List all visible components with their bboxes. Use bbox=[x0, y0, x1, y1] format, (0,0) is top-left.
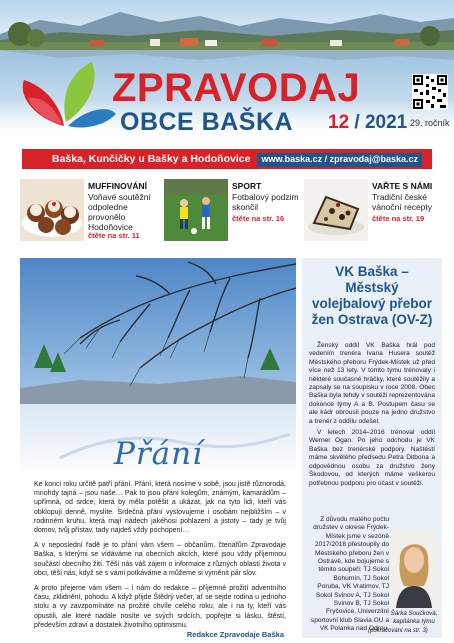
teaser-page-ref[interactable]: čtěte na str. 16 bbox=[232, 214, 285, 223]
article-title: Přání bbox=[114, 436, 204, 472]
article-paragraph: Ke konci roku určitě patří přání. Přání, která nosíme v sobě, jsou jistě různorodá, mnohdy tajná – jsou naše… Pak to jsou přání kolegům, známým, kamarádům – upřímná, od srdce, která by měla potěšit a ukázat, jak na tyto lidi, kteří vás obklopují denně, myslíte. Srdečná přání vyslovujeme i osobám nejbližším – v rodinném kruhu, která mají nádech jakéhosi pohlazení a jistoty – tady je tvůj domov, tvůj přístav, tady najdeš vždy pochopení… bbox=[34, 481, 286, 535]
article-paragraph: A proto přejeme vám všem – i nám do redakce – příjemné prožití adventního času, zklidnění, pohodu. A když přijde Štědrý večer, ať se sejde rodina u jednoho stolu a vy zavzpomínáte na prožité chvíle celého roku, ale i na ty, kteří vás opustili, ale které nadále nosíte ve svých srdcích, popřejte si lásku, štěstí, především zdraví a dostatek životního optimismu. bbox=[34, 585, 286, 629]
captain-portrait-photo bbox=[390, 530, 438, 608]
article-paragraph: A v neposlední řadě je to přání vám všem – občanům, čtenářům Zpravodaje Baška, s kterými se vídáváme na obecních akcích, které jsou vždy příjemnou součástí obecního žití. Těší nás váš zájem o informace z různých oblastí života v obci, těší nás, když se s vámi potkáváme a můžeme si vyměnit pár slov. bbox=[34, 542, 286, 577]
issue-number: 12 bbox=[328, 112, 350, 133]
teaser-sport[interactable] bbox=[164, 177, 304, 245]
sidebar-continuation-ref[interactable]: (pokračování na str. 3) bbox=[368, 628, 428, 634]
article-signature: Redakce Zpravodaje Baška bbox=[186, 630, 284, 639]
masthead bbox=[0, 0, 454, 148]
muffins-photo bbox=[20, 179, 84, 241]
teaser-headline: Fotbalový podzim skončil bbox=[232, 192, 299, 212]
municipal-flower-logo bbox=[14, 56, 118, 132]
christmas-cake-photo bbox=[304, 179, 368, 241]
volume-label: 29. ročník bbox=[410, 118, 450, 128]
sidebar-paragraph: V letech 2014–2016 trénoval oddíl Werner Ogan. Po jeho odchodu je VK Baška bez trenérské podpory. Naštěstí máme skvělého předsedu Petra Ditbona a odpovědnou osobu za družstvo ženy Škodovou, od kterých máme veškerou potřebnou podporu pro účast v soutěži. bbox=[309, 429, 435, 487]
teaser-page-ref[interactable]: čtěte na str. 11 bbox=[88, 231, 140, 240]
teaser-muffins[interactable] bbox=[20, 177, 160, 245]
sidebar-article bbox=[302, 258, 442, 638]
sidebar-body bbox=[309, 342, 435, 491]
teaser-category: MUFFINOVÁNÍ bbox=[88, 181, 148, 191]
teaser-category: VAŘTE S NÁMI bbox=[372, 181, 433, 191]
portrait-caption: Šárka Součková, kapitánka týmu bbox=[390, 610, 438, 625]
football-photo bbox=[164, 179, 228, 241]
teaser-recipes[interactable] bbox=[304, 177, 444, 245]
sidebar-title: VK Baška – Městský volejbalový přebor žen Ostrava (OV-Z) bbox=[311, 264, 433, 327]
masthead-subtitle: OBCE BAŠKA bbox=[120, 108, 294, 136]
sidebar-lower-text: Z důvodu malého počtu družstev v okrese Frýdek-Místek jsme v sezóně 2017/2018 přestoupily do Městského přeboru žen v Ostravě, kde bojujeme s těmito soupeři: TJ Sokol Bohumín, TJ Sokol Poruba, VK Vratimov, TJ Sokol Svinov A, TJ Sokol Svinov B, TJ Sokol Fryčovice, Univerzitní sportovní klub Slavia OU a VK Polanka nad Odrou. bbox=[310, 516, 389, 633]
sidebar-paragraph: Ženský oddíl VK Baška hrál pod vedením trenéra Ivana Husera soutěž Městského přeboru Frýdek-Místek už před více než 13 lety. V tomto týmu trénovaly i některé současné hráčky, které soutěžily a zapsaly se na soupisku v roce 2008. Obec Baška byla tehdy v soutěži reprezentována dokonce týmy A a B. Postupem času se ale kádr obrousil pouze na jedno družstvo a trenér z oddílu odešel. bbox=[309, 342, 435, 425]
teaser-headline: Tradiční české vánoční recepty bbox=[372, 192, 433, 212]
issue-label bbox=[328, 112, 407, 134]
contact-link[interactable]: www.baska.cz / zpravodaj@baska.cz bbox=[257, 153, 422, 167]
teaser-category: SPORT bbox=[232, 181, 262, 191]
location-banner bbox=[22, 149, 432, 169]
article-body bbox=[34, 480, 286, 636]
masthead-title: ZPRAVODAJ bbox=[112, 66, 361, 110]
issue-year: / 2021 bbox=[354, 112, 408, 133]
qr-code-icon[interactable] bbox=[412, 74, 448, 110]
teaser-page-ref[interactable]: čtěte na str. 19 bbox=[372, 214, 425, 223]
teaser-headline: Voňavé soutěžní odpoledne provonělo Hodoňovice bbox=[88, 192, 151, 232]
main-article bbox=[20, 258, 296, 638]
towns-label: Baška, Kunčičky u Bašky a Hodoňovice bbox=[52, 153, 251, 165]
